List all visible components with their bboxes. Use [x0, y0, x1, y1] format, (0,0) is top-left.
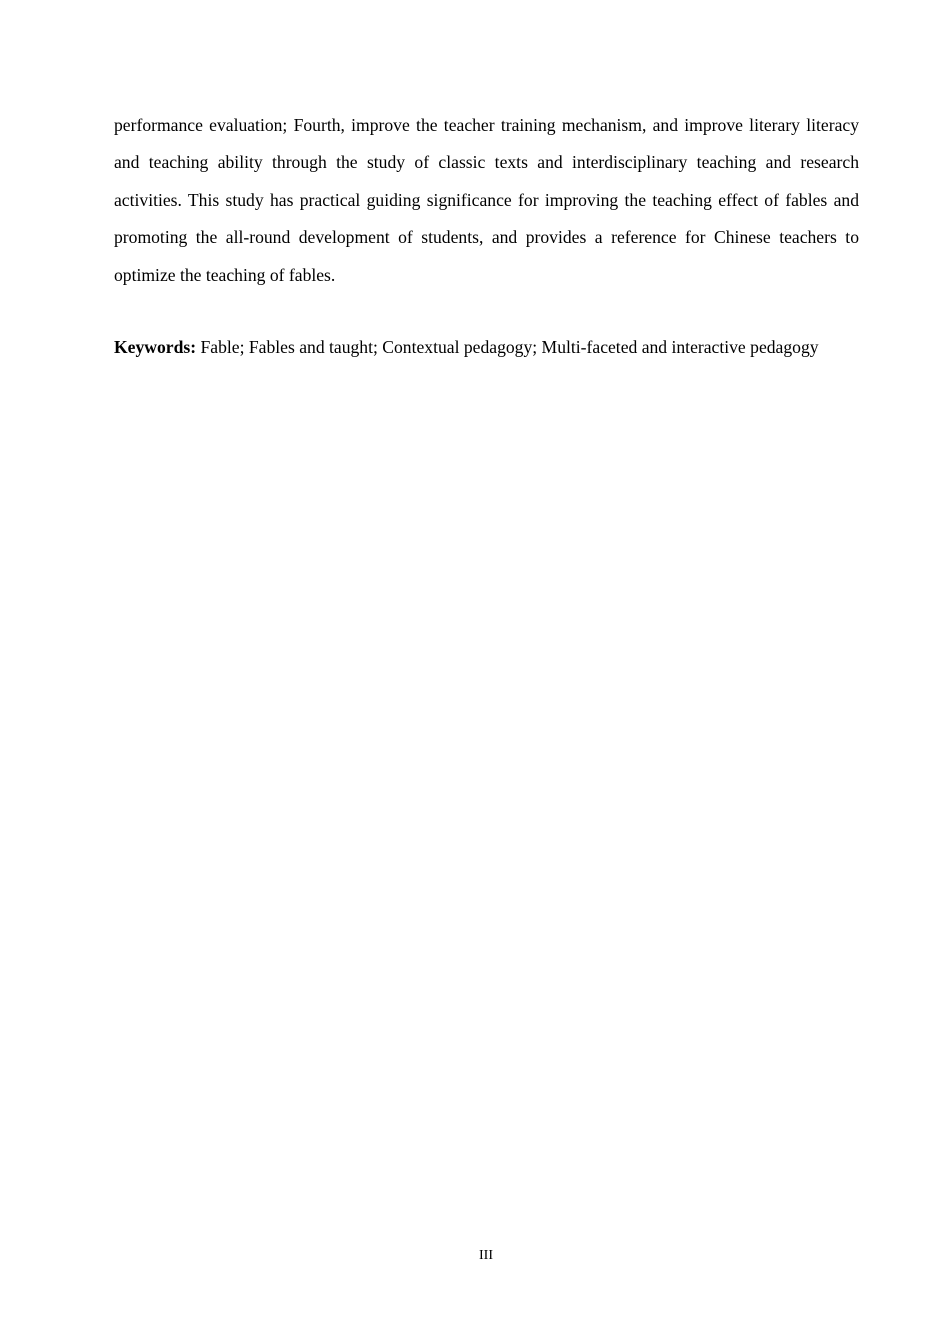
keywords-label: Keywords:: [114, 337, 197, 357]
keywords-text: Fable; Fables and taught; Contextual pedagogy; Multi-faceted and interactive pedagogy: [200, 337, 819, 357]
page-number: III: [479, 1248, 493, 1263]
keywords-paragraph: [114, 329, 859, 366]
abstract-paragraph: performance evaluation; Fourth, improve the teacher training mechanism, and improve literary literacy and teaching ability through the study of classic texts and interdisciplinary teaching and research activities. This study has practical guiding significance for improving the teaching effect of fables and promoting the all-round development of students, and provides a reference for Chinese teachers to optimize the teaching of fables.: [114, 115, 859, 285]
